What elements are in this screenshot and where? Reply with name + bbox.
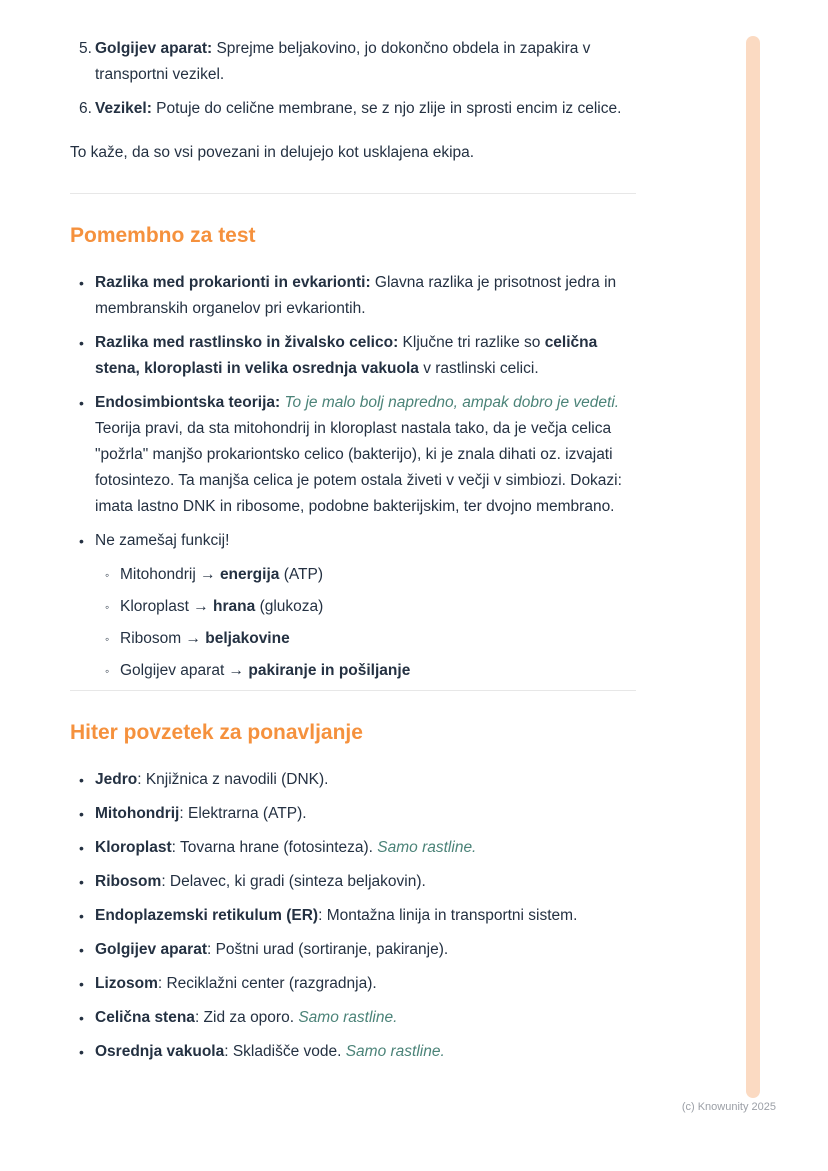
summary-sentence: To kaže, da so vsi povezani in delujejo kot usklajena ekipa. <box>70 144 475 161</box>
text-segment: Mitohondrij → <box>120 566 220 583</box>
text-segment: Teorija pravi, da sta mitohondrij in kloroplast nastala tako, da je večja celica "požrla" manjšo prokariontsko celico (bakterijo), ki je znala dihati oz. izvajati fotosintezo. Ta manjša celica je potem ostala živeti v večji v simbiozi. Dokazi: imata lastno DNK in ribosome, podobne bakterijskim, ter dvojno membrano. <box>95 420 622 515</box>
list-item-text <box>95 971 636 997</box>
bullet-list-item <box>70 528 636 554</box>
text-segment: : Reciklažni center (razgradnja). <box>157 975 377 992</box>
bullet-list-item <box>70 971 636 997</box>
text-segment: Ne zamešaj funkcij! <box>95 532 230 549</box>
bullet-list-item <box>70 767 636 793</box>
bullet-list-item <box>70 390 636 520</box>
list-item-text <box>120 626 636 652</box>
list-marker: • <box>79 335 84 351</box>
list-item-text <box>120 658 636 684</box>
list-item-text <box>95 528 636 554</box>
numbered-list-item <box>70 36 636 88</box>
functions-sublist <box>105 562 636 684</box>
list-item-text <box>95 903 636 929</box>
text-segment: : Knjižnica z navodili (DNK). <box>137 771 329 788</box>
text-segment: To je malo bolj napredno, ampak dobro je vedeti. <box>284 394 620 411</box>
sub-bullet-list-item <box>105 562 636 588</box>
text-segment: : Delavec, ki gradi (sinteza beljakovin). <box>161 873 426 890</box>
list-marker: • <box>79 976 84 992</box>
list-item-text <box>95 36 636 88</box>
page-edge-stripe <box>746 36 760 1098</box>
bullet-list-item <box>70 1039 636 1065</box>
list-item-text <box>120 562 636 588</box>
text-segment: Razlika med rastlinsko in živalsko celico: <box>95 334 399 351</box>
sub-bullet-list-item <box>105 626 636 652</box>
list-marker: ◦ <box>105 632 110 646</box>
bullet-list-item <box>70 1005 636 1031</box>
text-segment: : Elektrarna (ATP). <box>179 805 307 822</box>
list-marker: 6. <box>79 100 92 117</box>
text-segment: Golgijev aparat <box>95 941 207 958</box>
section-title-summary: Hiter povzetek za ponavljanje <box>70 721 363 744</box>
text-segment: : Skladišče vode. <box>224 1043 346 1060</box>
list-item-text <box>95 767 636 793</box>
section-divider <box>70 193 636 194</box>
list-item-text <box>95 835 636 861</box>
list-item-text <box>95 390 636 520</box>
bullet-list-item <box>70 801 636 827</box>
text-segment: : Poštni urad (sortiranje, pakiranje). <box>206 941 449 958</box>
section-divider <box>70 690 636 691</box>
text-segment: Endosimbiontska teorija: <box>95 394 281 411</box>
text-segment: (ATP) <box>279 566 324 583</box>
text-segment: Sprejme beljakovino, jo dokončno obdela in zapakira v transportni vezikel. <box>95 40 591 83</box>
list-item-text <box>95 330 636 382</box>
text-segment: Endoplazemski retikulum (ER) <box>95 907 319 924</box>
list-item-text <box>95 801 636 827</box>
list-marker: • <box>79 533 84 549</box>
section-title-important: Pomembno za test <box>70 224 256 247</box>
list-marker: ◦ <box>105 568 110 582</box>
list-item-text <box>95 937 636 963</box>
bullet-list-item <box>70 270 636 322</box>
list-item-text <box>95 270 636 322</box>
text-segment: Kloroplast → <box>120 598 214 615</box>
list-marker: • <box>79 1010 84 1026</box>
text-segment: Razlika med prokarionti in evkarionti: <box>95 274 371 291</box>
numbered-list-item <box>70 96 636 122</box>
text-segment: Mitohondrij <box>95 805 180 822</box>
text-segment: Ključne tri razlike so <box>398 334 545 351</box>
text-segment: energija <box>219 566 280 583</box>
list-item-text <box>95 1005 636 1031</box>
list-marker: 5. <box>79 40 92 57</box>
list-marker: • <box>79 942 84 958</box>
list-marker: • <box>79 275 84 291</box>
list-marker: • <box>79 395 84 411</box>
text-segment: Golgijev aparat → <box>120 662 249 679</box>
list-item-text <box>95 1039 636 1065</box>
numbered-list <box>70 36 636 122</box>
text-segment: Kloroplast <box>95 839 172 856</box>
list-marker: • <box>79 874 84 890</box>
text-segment: Golgijev aparat: <box>95 40 213 57</box>
text-segment: Potuje do celične membrane, se z njo zlije in sprosti encim iz celice. <box>151 100 622 117</box>
list-item-text <box>95 869 636 895</box>
text-segment: pakiranje in pošiljanje <box>248 662 411 679</box>
text-segment: Ribosom <box>95 873 162 890</box>
text-segment: beljakovine <box>205 630 290 647</box>
text-segment: Celična stena <box>95 1009 195 1026</box>
summary-list <box>70 767 636 1065</box>
text-segment: Samo rastline. <box>345 1043 445 1060</box>
important-list <box>70 270 636 554</box>
list-marker: • <box>79 840 84 856</box>
sub-bullet-list-item <box>105 594 636 620</box>
list-marker: • <box>79 772 84 788</box>
sub-bullet-list-item <box>105 658 636 684</box>
text-segment: Vezikel: <box>95 100 152 117</box>
text-segment: Lizosom <box>95 975 158 992</box>
list-marker: ◦ <box>105 664 110 678</box>
text-segment: Jedro <box>95 771 138 788</box>
text-segment: Samo rastline. <box>298 1009 398 1026</box>
list-marker: ◦ <box>105 600 110 614</box>
text-segment: (glukoza) <box>255 598 324 615</box>
text-segment: celična stena, kloroplasti in velika osrednja vakuola <box>95 334 598 377</box>
text-segment: v rastlinski celici. <box>418 360 539 377</box>
text-segment: Osrednja vakuola <box>95 1043 225 1060</box>
text-segment: : Zid za oporo. <box>194 1009 299 1026</box>
list-marker: • <box>79 806 84 822</box>
list-item-text <box>120 594 636 620</box>
list-marker: • <box>79 1044 84 1060</box>
text-segment: Glavna razlika je prisotnost jedra in membranskih organelov pri evkariontih. <box>95 274 617 317</box>
copyright-notice: (c) Knowunity 2025 <box>681 1101 776 1113</box>
content-column <box>70 36 636 1073</box>
list-item-text <box>95 96 636 122</box>
bullet-list-item <box>70 330 636 382</box>
text-segment: : Montažna linija in transportni sistem. <box>318 907 578 924</box>
bullet-list-item <box>70 903 636 929</box>
text-segment: Samo rastline. <box>377 839 477 856</box>
bullet-list-item <box>70 869 636 895</box>
bullet-list-item <box>70 835 636 861</box>
list-marker: • <box>79 908 84 924</box>
text-segment: hrana <box>213 598 256 615</box>
bullet-list-item <box>70 937 636 963</box>
text-segment: : Tovarna hrane (fotosinteza). <box>171 839 378 856</box>
text-segment: Ribosom → <box>120 630 206 647</box>
